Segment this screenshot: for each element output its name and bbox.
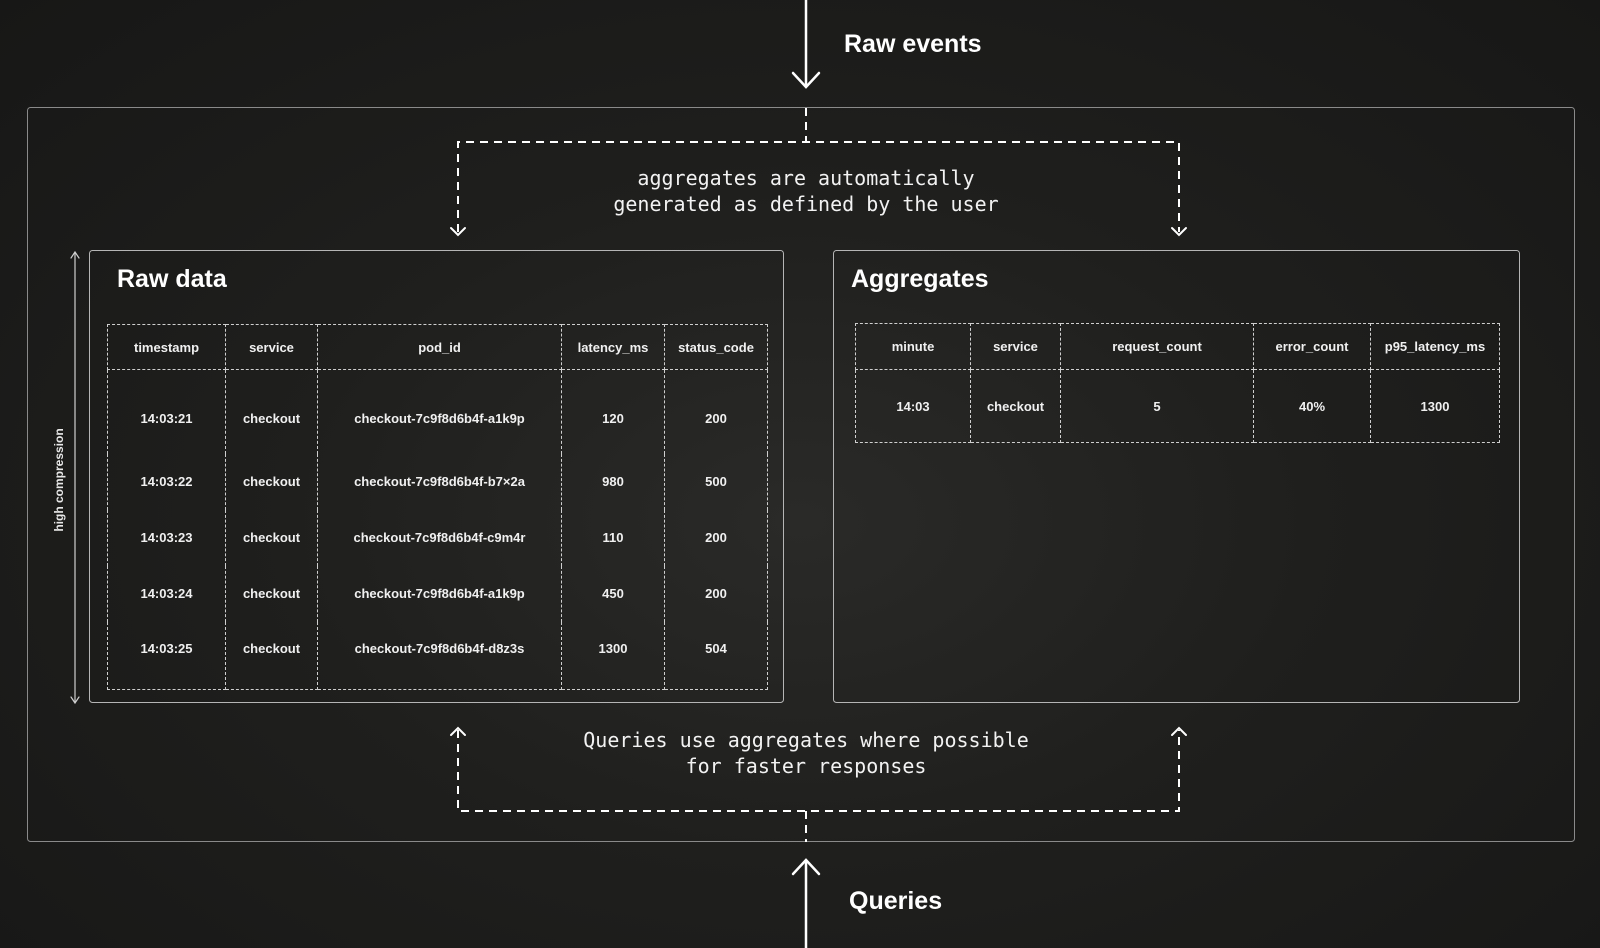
table-cell: 14:03:24 (108, 566, 226, 622)
table-cell: 980 (562, 454, 665, 510)
table-row (108, 622, 768, 690)
column-header-timestamp: timestamp (108, 325, 226, 370)
table-cell: checkout-7c9f8d6b4f-b7×2a (318, 454, 562, 510)
table-cell: 120 (562, 370, 665, 454)
raw-events-arrow (793, 0, 819, 87)
table-cell: checkout-7c9f8d6b4f-a1k9p (318, 370, 562, 454)
table-cell: checkout (226, 370, 318, 454)
table-cell: 200 (665, 510, 768, 566)
table-row (108, 454, 768, 510)
table-cell: checkout-7c9f8d6b4f-d8z3s (318, 622, 562, 690)
queries-label: Queries (849, 887, 943, 915)
table-cell: checkout (226, 622, 318, 690)
table-cell: 40% (1254, 370, 1371, 443)
table-cell: checkout (226, 454, 318, 510)
bottom-caption-line-1: Queries use aggregates where possible (583, 728, 1029, 752)
table-cell: checkout-7c9f8d6b4f-c9m4r (318, 510, 562, 566)
table-row (108, 510, 768, 566)
table-cell: 14:03:25 (108, 622, 226, 690)
column-header-status-code: status_code (665, 325, 768, 370)
aggregates-title: Aggregates (851, 265, 989, 293)
column-header-request-count: request_count (1061, 324, 1254, 370)
queries-arrow (793, 860, 819, 948)
table-row (108, 370, 768, 454)
top-caption-line-1: aggregates are automatically (637, 166, 975, 190)
table-cell: 504 (665, 622, 768, 690)
table-cell: 14:03:23 (108, 510, 226, 566)
table-cell: 5 (1061, 370, 1254, 443)
top-caption-line-2: generated as defined by the user (613, 192, 999, 216)
raw-data-title: Raw data (117, 265, 227, 293)
table-cell: 500 (665, 454, 768, 510)
table-row (108, 566, 768, 622)
table-cell: 200 (665, 370, 768, 454)
table-cell: 450 (562, 566, 665, 622)
table-cell: checkout (226, 566, 318, 622)
bottom-caption (583, 727, 1029, 779)
raw-data-table (107, 324, 768, 690)
table-cell: 110 (562, 510, 665, 566)
table-cell: 1300 (562, 622, 665, 690)
column-header-pod-id: pod_id (318, 325, 562, 370)
table-cell: 14:03 (856, 370, 971, 443)
column-header-error-count: error_count (1254, 324, 1371, 370)
aggregates-panel (834, 251, 1520, 703)
column-header-p95-latency-ms: p95_latency_ms (1371, 324, 1500, 370)
column-header-service: service (226, 325, 318, 370)
table-row (856, 370, 1500, 443)
high-compression-label: high compression (52, 428, 66, 532)
raw-events-label: Raw events (844, 30, 982, 58)
table-cell: checkout (226, 510, 318, 566)
bottom-caption-line-2: for faster responses (685, 754, 927, 778)
table-cell: checkout (971, 370, 1061, 443)
aggregates-table (855, 323, 1500, 443)
table-cell: checkout-7c9f8d6b4f-a1k9p (318, 566, 562, 622)
top-connector-arrowheads (451, 228, 1186, 235)
table-cell: 200 (665, 566, 768, 622)
compression-range-arrow (71, 252, 79, 703)
column-header-service: service (971, 324, 1061, 370)
table-cell: 1300 (1371, 370, 1500, 443)
column-header-minute: minute (856, 324, 971, 370)
table-cell: 14:03:22 (108, 454, 226, 510)
top-caption (613, 165, 998, 217)
column-header-latency-ms: latency_ms (562, 325, 665, 370)
table-cell: 14:03:21 (108, 370, 226, 454)
